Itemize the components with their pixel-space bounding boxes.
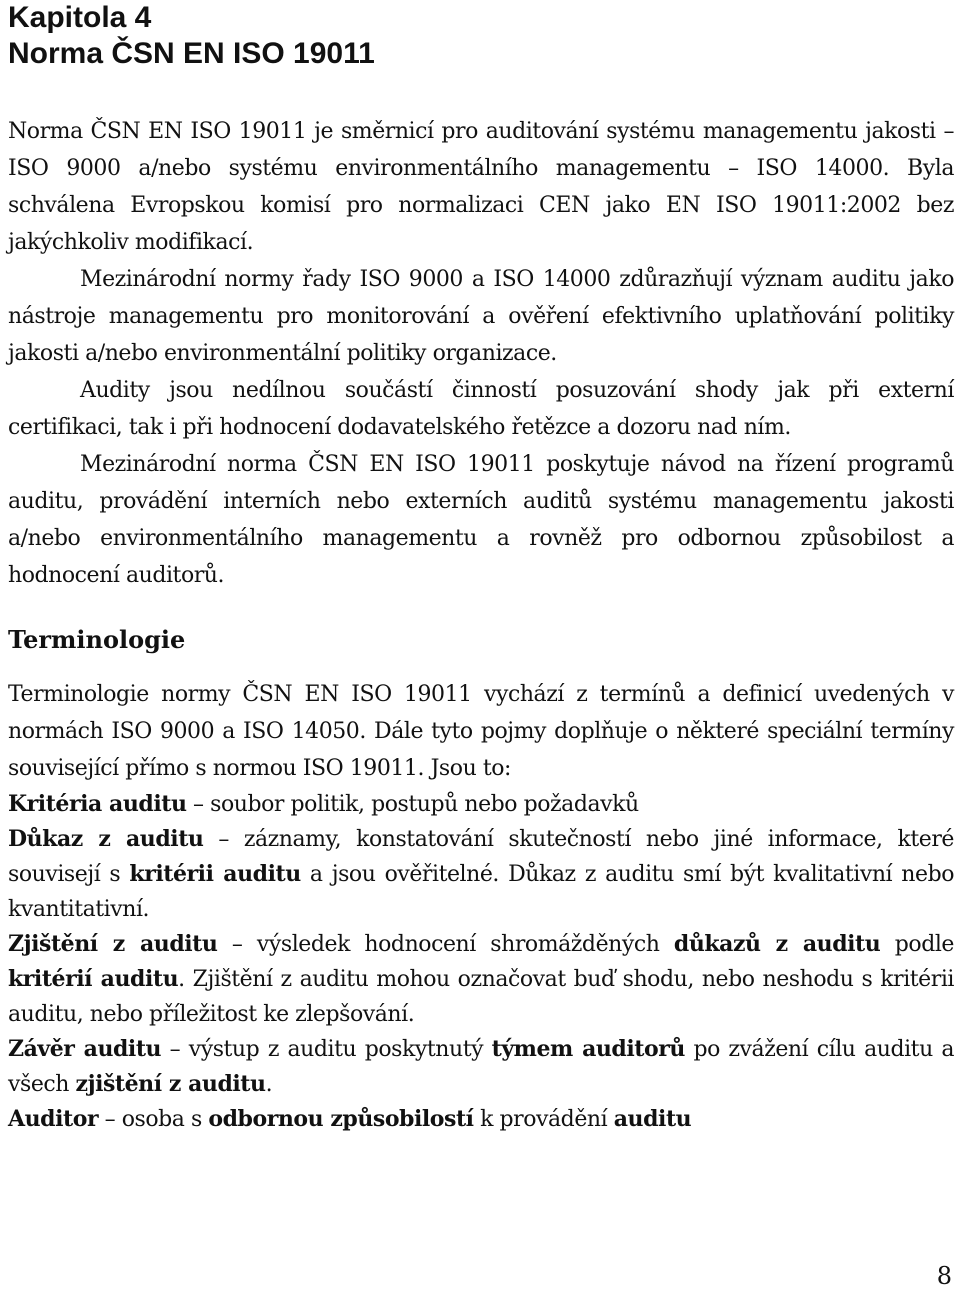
definition-text: a jsou ověřitelné. Důkaz z auditu smí být kvalitativní nebo kvantitativní.: [8, 862, 954, 922]
definition-text: .: [265, 1072, 273, 1097]
definition-reference: kritérii auditu: [129, 861, 301, 887]
chapter-title: Norma ČSN EN ISO 19011: [8, 37, 375, 70]
chapter-label: Kapitola 4: [8, 1, 152, 34]
definition-term: Závěr auditu: [8, 1036, 162, 1062]
definition-text: – osoba s: [98, 1107, 209, 1132]
definition-reference: odbornou způsobilostí: [208, 1106, 474, 1132]
definition-reference: auditu: [613, 1106, 692, 1132]
definition-text: po zvážení cílu auditu a všech: [8, 1037, 954, 1097]
definition-term: Kritéria auditu: [8, 791, 187, 817]
definition-term: Důkaz z auditu: [8, 826, 204, 852]
definition-reference: důkazů z auditu: [673, 931, 881, 957]
definition-text: – výsledek hodnocení shromážděných: [217, 932, 674, 957]
definition-evidence: [8, 822, 954, 927]
definition-text: – výstup z auditu poskytnutý: [161, 1037, 492, 1062]
page-number: 8: [936, 1262, 952, 1290]
intro-paragraph-1: Norma ČSN EN ISO 19011 je směrnicí pro auditování systému managementu jakosti – ISO 9000 a/nebo systému environmentálního managementu – ISO 14000. Byla schválena Evropskou komisí pro normalizaci CEN jako EN ISO 19011:2002 bez jakýchkoliv modifikací.: [8, 119, 954, 255]
definition-criteria: [8, 787, 954, 822]
definition-text: . Zjištění z auditu mohou označovat buď shodu, nebo neshodu s kritérii auditu, nebo příležitost ke zlepšování.: [8, 967, 954, 1027]
definition-reference: kritérií auditu: [8, 966, 179, 992]
definition-term: Auditor: [8, 1106, 99, 1132]
intro-paragraph-3: Audity jsou nedílnou součástí činností posuzování shody jak při externí certifikaci, tak i při hodnocení dodavatelského řetězce a dozoru nad ním.: [8, 378, 954, 440]
terminology-intro: Terminologie normy ČSN EN ISO 19011 vychází z termínů a definicí uvedených v normách ISO 9000 a ISO 14050. Dále tyto pojmy doplňuje o některé speciální termíny související přímo s normou ISO 19011. Jsou to:: [8, 682, 954, 781]
definition-reference: zjištění z auditu: [75, 1071, 266, 1097]
document-page: [8, 0, 954, 1137]
section-heading-terminology: Terminologie: [8, 625, 186, 654]
definition-conclusion: [8, 1032, 954, 1102]
definition-term: Zjištění z auditu: [8, 931, 218, 957]
intro-paragraph-2: Mezinárodní normy řady ISO 9000 a ISO 14000 zdůrazňují význam auditu jako nástroje managementu pro monitorování a ověření efektivního uplatňování politiky jakosti a/nebo environmentální politiky organizace.: [8, 267, 954, 366]
definition-auditor: [8, 1102, 954, 1137]
definition-text: – záznamy, konstatování skutečností nebo jiné informace, které souvisejí s: [8, 827, 954, 887]
definition-findings: [8, 927, 954, 1032]
intro-paragraph-4: Mezinárodní norma ČSN EN ISO 19011 poskytuje návod na řízení programů auditu, provádění interních nebo externích auditů systému managementu jakosti a/nebo environmentálního managementu a rovněž pro odbornou způsobilost a hodnocení auditorů.: [8, 452, 954, 588]
definition-text: k provádění: [473, 1107, 614, 1132]
definition-text: – soubor politik, postupů nebo požadavků: [186, 792, 639, 817]
chapter-heading: [8, 0, 954, 72]
definition-text: podle: [880, 932, 954, 957]
definition-reference: týmem auditorů: [491, 1036, 685, 1062]
